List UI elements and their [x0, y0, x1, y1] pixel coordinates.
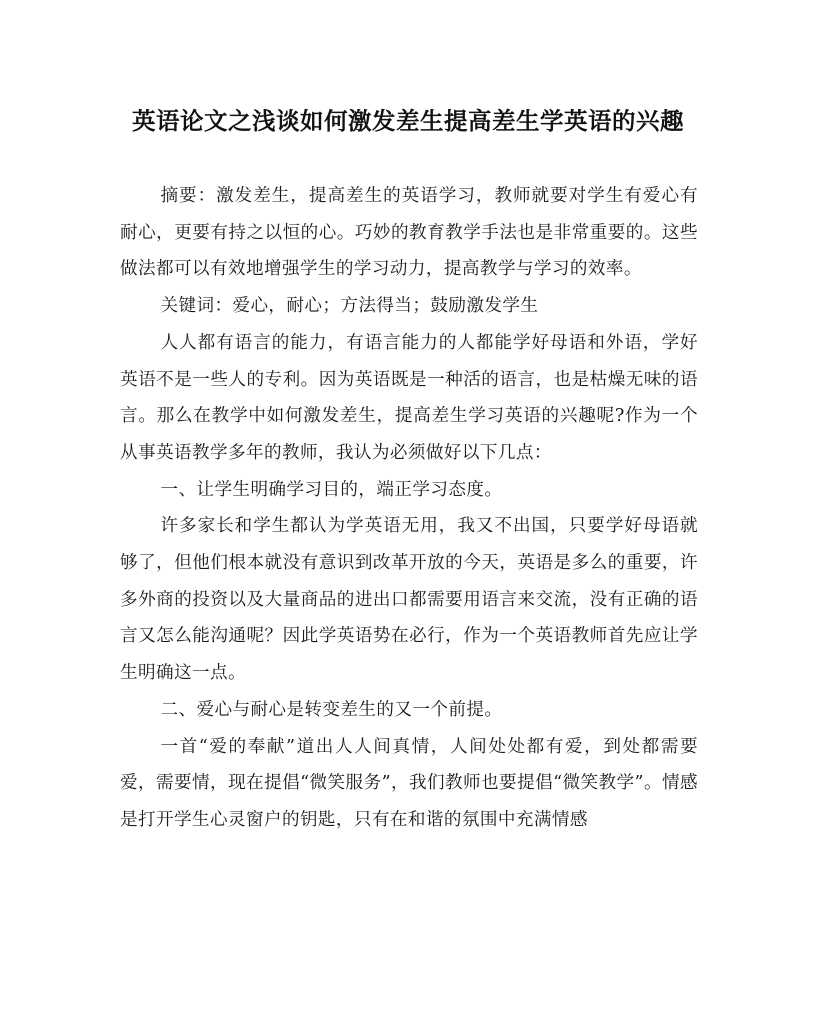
section-2-paragraph: 一首“爱的奉献”道出人人间真情，人间处处都有爱，到处都需要爱，需要情，现在提倡“微笑服务”，我们教师也要提倡“微笑教学”。情感是打开学生心灵窗户的钥匙，只有在和谐的氛围中充满情感 — [120, 736, 698, 830]
document-body — [120, 178, 698, 839]
section-heading-1: 一、让学生明确学习目的，端正学习态度。 — [160, 479, 503, 500]
section-heading-2: 二、爱心与耐心是转变差生的又一个前提。 — [160, 699, 503, 720]
document-title: 英语论文之浅谈如何激发差生提高差生学英语的兴趣 — [132, 107, 684, 135]
section-1-paragraph: 许多家长和学生都认为学英语无用，我又不出国，只要学好母语就够了，但他们根本就没有意识到改革开放的今天，英语是多么的重要，许多外商的投资以及大量商品的进出口都需要用语言来交流，没有正确的语言又怎么能沟通呢？因此学英语势在必行，作为一个英语教师首先应让学生明确这一点。 — [120, 516, 698, 684]
intro-paragraph: 人人都有语言的能力，有语言能力的人都能学好母语和外语，学好英语不是一些人的专利。因为英语既是一种活的语言，也是枯燥无味的语言。那么在教学中如何激发差生，提高差生学习英语的兴趣呢?作为一个从事英语教学多年的教师，我认为必须做好以下几点： — [120, 332, 698, 463]
abstract-paragraph: 摘要：激发差生，提高差生的英语学习，教师就要对学生有爱心有耐心，更要有持之以恒的心。巧妙的教育教学手法也是非常重要的。这些做法都可以有效地增强学生的学习动力，提高教学与学习的效率。 — [120, 186, 698, 280]
keywords-paragraph: 关键词：爱心，耐心；方法得当；鼓励激发学生 — [160, 296, 539, 317]
